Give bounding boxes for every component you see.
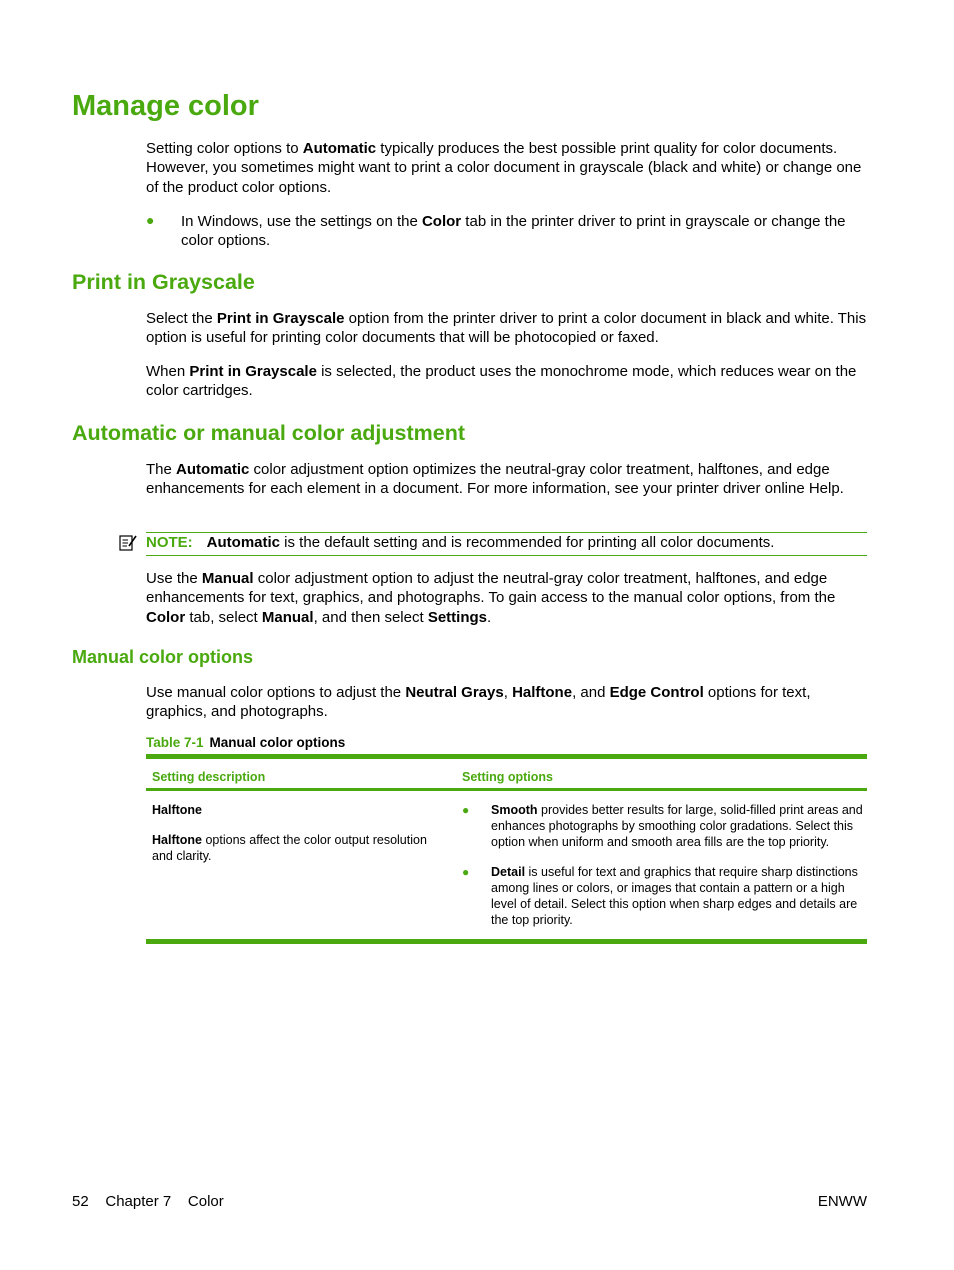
adjustment-paragraph-1: The Automatic color adjustment option optimizes the neutral-gray color treatment, halftones, and edge enhancements for each element in a document. For more information, see your printer driver online Help. <box>146 461 844 498</box>
manual-color-options-table <box>146 754 867 944</box>
table-header-options: Setting options <box>462 770 553 784</box>
adjustment-paragraph-2: Use the Manual color adjustment option to adjust the neutral-gray color treatment, halftones, and edge enhancements for text, graphics, and photographs. To gain access to the manual color options, from the Color tab, select Manual, and then select Settings. <box>146 570 836 626</box>
option-detail: Detail is useful for text and graphics that require sharp distinctions among lines or colors, or images that contain a pattern or a high level of detail. Select this option when sharp edges and details are the top priority. <box>491 865 858 927</box>
row-title: Halftone <box>152 803 202 817</box>
section-heading-grayscale: Print in Grayscale <box>72 270 255 294</box>
bullet-icon: ● <box>146 212 155 228</box>
grayscale-paragraph-2: When Print in Grayscale is selected, the product uses the monochrome mode, which reduces wear on the color cartridges. <box>146 363 857 400</box>
footer-left <box>72 1193 224 1210</box>
page-title: Manage color <box>72 90 259 122</box>
note-icon <box>118 533 138 553</box>
subsection-heading-manual: Manual color options <box>72 647 254 667</box>
bullet-icon: ● <box>462 865 470 879</box>
footer-right: ENWW <box>817 1193 867 1210</box>
note-label: NOTE: <box>146 534 193 551</box>
grayscale-paragraph-1: Select the Print in Grayscale option from the printer driver to print a color document in black and white. This option is useful for printing color documents that will be photocopied or faxed. <box>146 310 867 347</box>
footer-chapter: Chapter 7 <box>105 1193 172 1210</box>
table-header-description: Setting description <box>152 770 266 784</box>
note-text: is the default setting and is recommended for printing all color documents. <box>280 534 775 551</box>
table-caption: Table 7-1 Manual color options <box>146 735 346 750</box>
intro-bullet-text: In Windows, use the settings on the Color tab in the printer driver to print in grayscale or change the color options. <box>181 213 846 250</box>
row-description: Halftone options affect the color output resolution and clarity. <box>152 833 427 863</box>
note-bold: Automatic <box>206 534 281 551</box>
manual-paragraph: Use manual color options to adjust the Neutral Grays, Halftone, and Edge Control options for text, graphics, and photographs. <box>146 684 811 721</box>
intro-paragraph: Setting color options to Automatic typically produces the best possible print quality for color documents. However, you sometimes might want to print a color document in grayscale (black and white) or change one of the product color options. <box>146 140 862 196</box>
section-heading-adjustment: Automatic or manual color adjustment <box>72 421 466 445</box>
note-box <box>146 532 867 556</box>
option-smooth: Smooth provides better results for large, solid-filled print areas and enhances photographs by smoothing color gradations. Select this option when uniform and smooth area fills are the top priority. <box>491 803 863 849</box>
page-number: 52 <box>72 1193 89 1210</box>
footer-section: Color <box>187 1193 224 1210</box>
table-header-row <box>146 759 867 791</box>
bullet-icon: ● <box>462 803 470 817</box>
